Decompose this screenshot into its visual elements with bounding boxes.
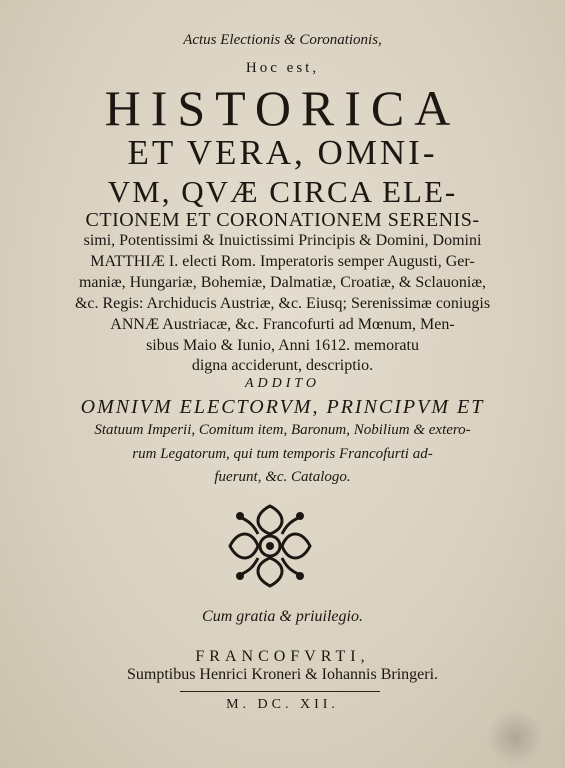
title-line-3: VM, QVÆ CIRCA ELE-	[107, 174, 458, 209]
privilege-line: Cum gratia & priuilegio.	[202, 608, 363, 625]
page-stain	[485, 710, 545, 765]
addito-heading: ADDITO	[244, 376, 321, 391]
catalog-line-2: rum Legatorum, qui tum temporis Francofurti ad-	[132, 446, 433, 462]
electorum-heading: OMNIVM ELECTORVM, PRINCIPVM ET	[80, 396, 485, 418]
title-line-2: ET VERA, OMNI-	[127, 133, 438, 172]
body-line-3: maniæ, Hungariæ, Bohemiæ, Dalmatiæ, Croatiæ, & Sclauoniæ,	[78, 274, 487, 291]
main-title: HISTORICA	[104, 80, 461, 136]
body-line-2: MATTHIÆ I. electi Rom. Imperatoris semper Augusti, Ger-	[90, 253, 475, 270]
body-line-1: simi, Potentissimi & Inuictissimi Principis & Domini, Domini	[83, 232, 482, 249]
imprint-rule	[180, 691, 380, 692]
imprint-date: M. DC. XII.	[226, 697, 339, 712]
catalog-line-1: Statuum Imperii, Comitum item, Baronum, Nobilium & extero-	[94, 422, 471, 438]
act-heading: Actus Electionis & Coronationis,	[183, 32, 382, 48]
title-line-4: CTIONEM ET CORONATIONEM SERENIS-	[85, 209, 480, 231]
body-line-5: ANNÆ Austriacæ, &c. Francofurti ad Mœnum, Men-	[110, 316, 455, 333]
body-line-7: digna acciderunt, descriptio.	[191, 357, 374, 374]
body-line-4: &c. Regis: Archiducis Austriæ, &c. Eiusq; Serenissimæ coniugis	[74, 295, 491, 312]
body-line-6: sibus Maio & Iunio, Anni 1612. memoratu	[146, 337, 419, 354]
imprint-publishers: Sumptibus Henrici Kroneri & Iohannis Bringeri.	[126, 666, 439, 683]
hoc-est: Hoc est,	[245, 60, 320, 76]
catalog-line-3: fuerunt, &c. Catalogo.	[214, 469, 351, 485]
printers-ornament-icon	[224, 500, 316, 592]
imprint-place: FRANCOFVRTI,	[195, 648, 370, 665]
